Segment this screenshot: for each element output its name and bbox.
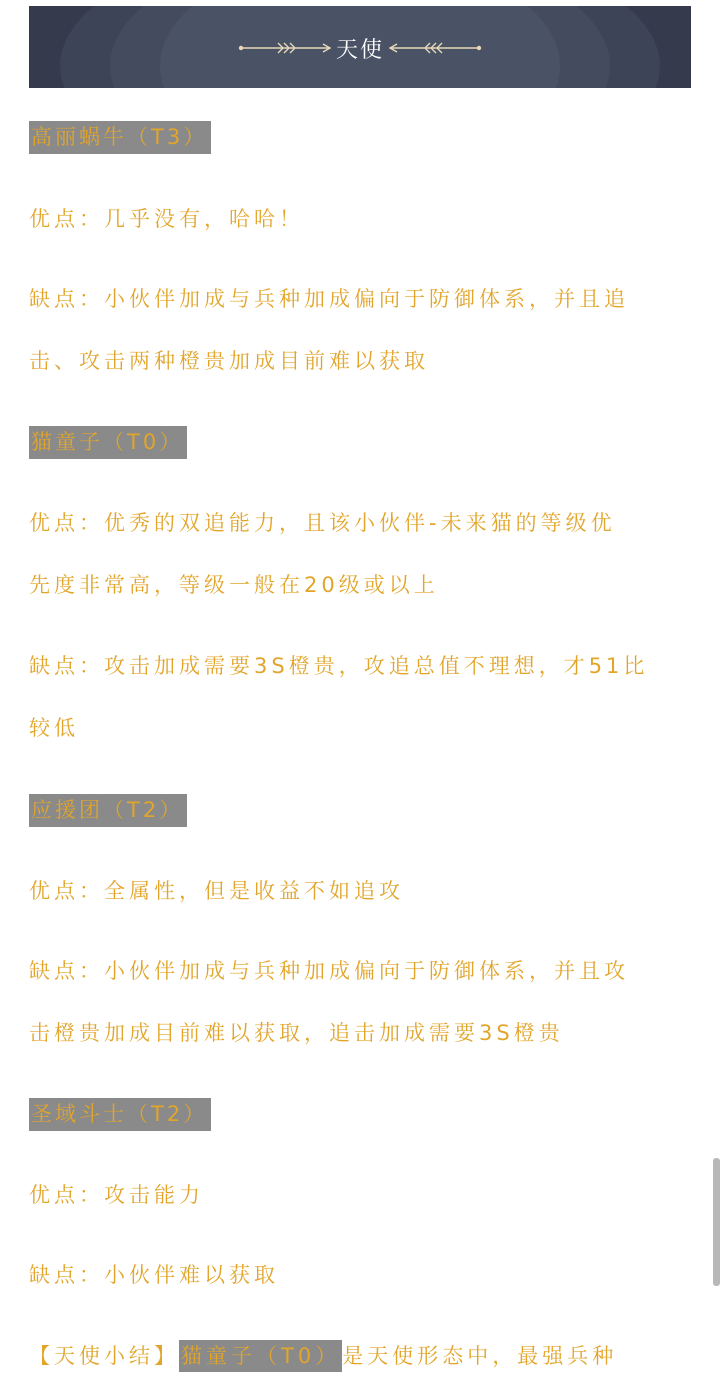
summary-prefix: 【天使小结】 [29,1344,179,1368]
pros-text: 优点：几乎没有，哈哈！ [29,207,304,231]
pros-text: 优点：全属性，但是收益不如追攻 [29,879,404,903]
pros-text-line-2: 先度非常高，等级一般在20级或以上 [29,573,439,597]
cons-text-line-2: 击、攻击两种橙贵加成目前难以获取 [29,349,429,373]
summary-paragraph [29,1325,689,1387]
section-banner [29,6,691,88]
scrollbar-thumb[interactable] [713,1158,720,1286]
summary-suffix: 是天使形态中，最强兵种 [342,1344,618,1368]
cons-text-line-2: 击橙贵加成目前难以获取，追击加成需要3S橙贵 [29,1021,564,1045]
pros-text: 优点：攻击能力 [29,1183,204,1207]
pros-text-line-1: 优点：优秀的双追能力，且该小伙伴-未来猫的等级优 [29,511,616,535]
cons-text-line-1: 缺点：攻击加成需要3S橙贵，攻追总值不理想，才51比 [29,654,649,678]
cons-text: 缺点：小伙伴难以获取 [29,1263,279,1287]
summary-highlight: 猫童子（T0） [179,1340,342,1372]
cons-text-line-2: 较低 [29,716,79,740]
section-heading: 应援团（T2） [29,794,187,827]
section-heading: 猫童子（T0） [29,426,187,459]
cons-text-line-1: 缺点：小伙伴加成与兵种加成偏向于防御体系，并且攻 [29,959,629,983]
section-heading: 高丽蜗牛（T3） [29,121,211,154]
arrow-left-icon [388,41,482,55]
banner-title: 天使 [335,37,384,63]
cons-text-line-1: 缺点：小伙伴加成与兵种加成偏向于防御体系，并且追 [29,287,629,311]
section-heading: 圣域斗士（T2） [29,1098,211,1131]
arrow-right-icon [238,41,332,55]
